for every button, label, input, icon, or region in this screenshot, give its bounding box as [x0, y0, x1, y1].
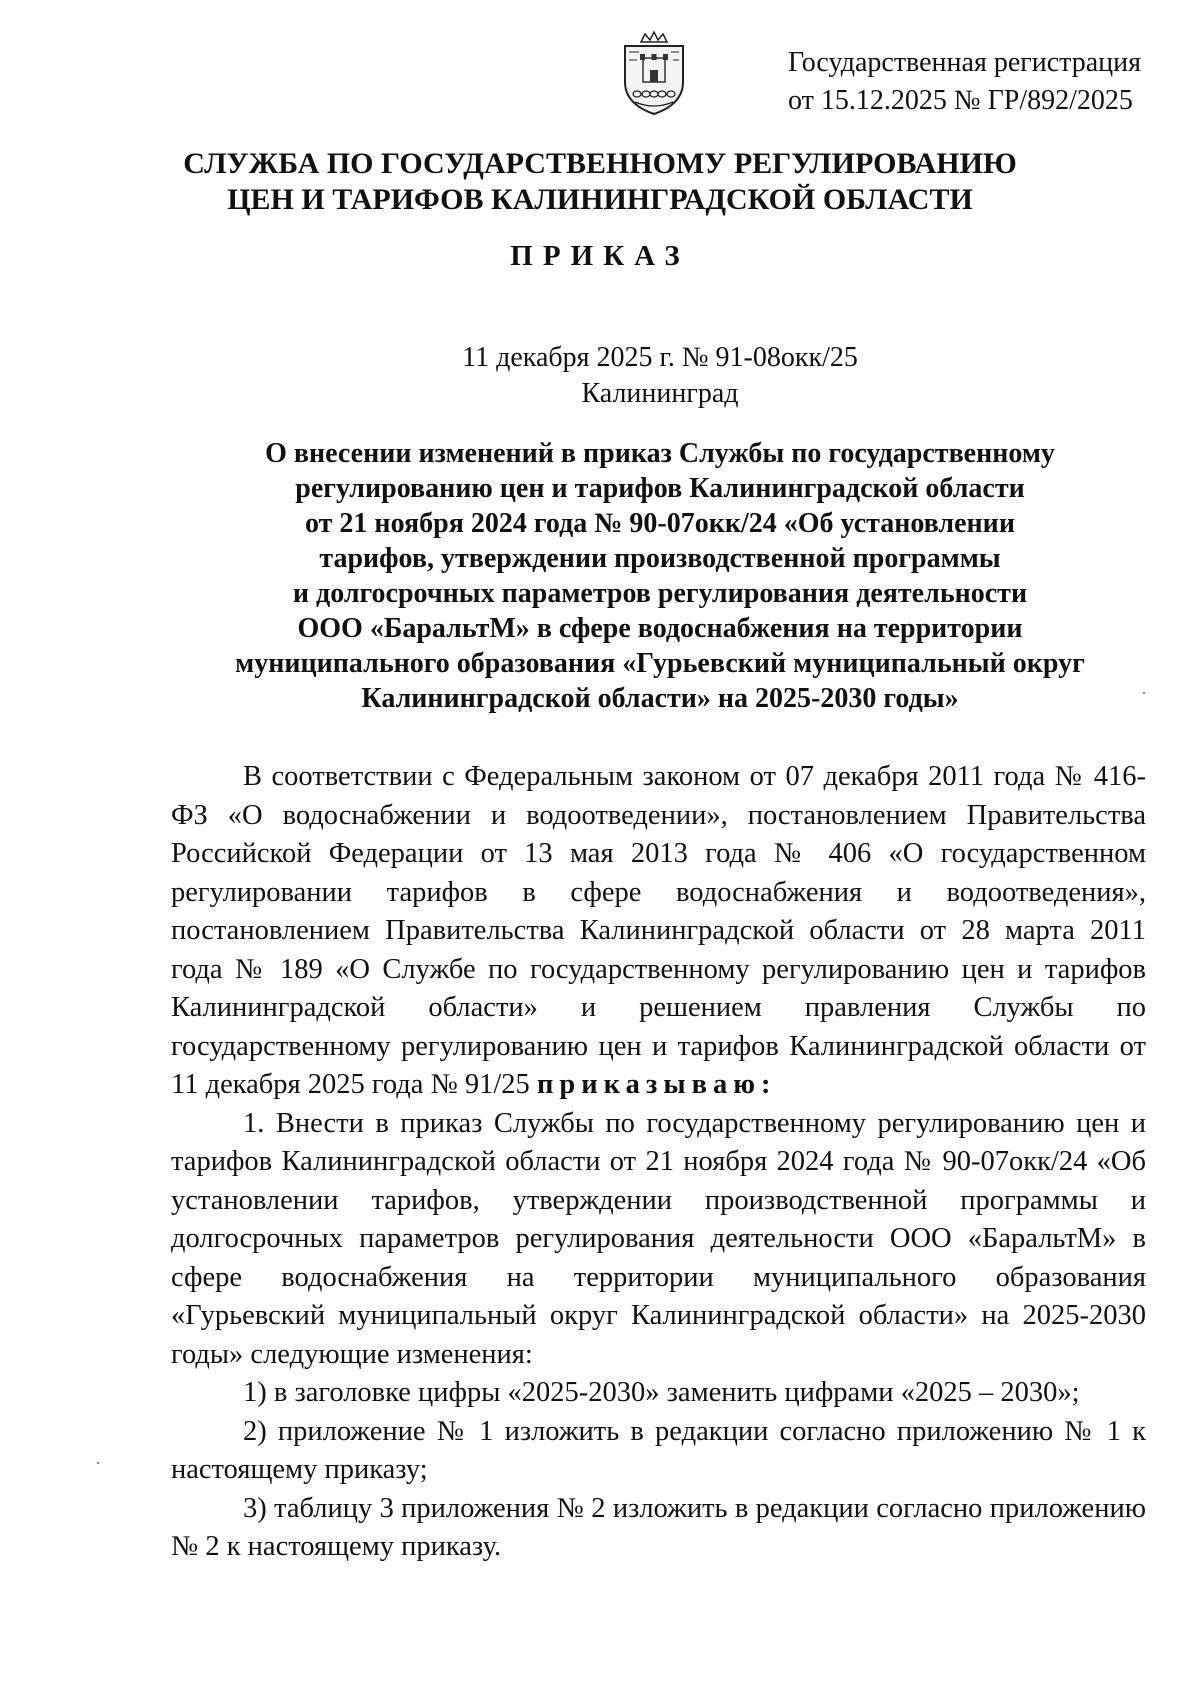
- subject-line: и долгосрочных параметров регулирования деятельности: [292, 578, 1028, 609]
- item-1-paragraph: 1. Внести в приказ Службы по государственному регулированию цен и тарифов Калининградской области от 21 ноября 2024 года № 90-07окк/24 «Об установлении тарифов, утверждении производственной программы и долгосрочных параметров регулирования деятельности ООО «БаральтМ» в сфере водоснабжения на территории муниципального образования «Гурьевский муниципальный округ Калининградской области» на 2025-2030 годы» следующие изменения:: [171, 1107, 1146, 1370]
- subject-line: Калининградской области» на 2025-2030 годы»: [361, 683, 959, 714]
- registration-title: Государственная регистрация: [788, 47, 1141, 78]
- sub-item-2: 2) приложение № 1 изложить в редакции согласно приложению № 1 к настоящему приказу;: [171, 1415, 1146, 1485]
- state-registration-note: [788, 44, 1148, 120]
- order-date-block: [100, 340, 1200, 412]
- subject-line: тарифов, утверждении производственной программы: [319, 543, 1001, 574]
- subject-line: от 21 ноября 2024 года № 90-07окк/24 «Об установлении: [305, 508, 1015, 539]
- document-type-heading: ПРИКАЗ: [510, 240, 690, 272]
- subject-line: ООО «БаральтМ» в сфере водоснабжения на территории: [297, 613, 1023, 644]
- agency-name: [100, 146, 1100, 218]
- coat-of-arms-emblem-icon: [615, 30, 693, 116]
- order-date-number: 11 декабря 2025 г. № 91-08окк/25: [462, 342, 858, 373]
- scan-speck: [97, 1462, 99, 1464]
- order-body: [171, 758, 1146, 1567]
- sub-item-3: 3) таблицу 3 приложения № 2 изложить в редакции согласно приложению № 2 к настоящему приказу.: [171, 1492, 1146, 1562]
- scan-speck: [1143, 692, 1145, 694]
- order-verb: приказываю:: [536, 1069, 777, 1100]
- subject-line: регулированию цен и тарифов Калининградской области: [295, 473, 1025, 504]
- subject-line: О внесении изменений в приказ Службы по государственному: [265, 438, 1055, 469]
- agency-name-line: ЦЕН И ТАРИФОВ КАЛИНИНГРАДСКОЙ ОБЛАСТИ: [227, 183, 973, 216]
- sub-item-1: 1) в заголовке цифры «2025-2030» заменить цифрами «2025 – 2030»;: [243, 1377, 1080, 1408]
- registration-number: от 15.12.2025 № ГР/892/2025: [788, 85, 1133, 116]
- subject-line: муниципального образования «Гурьевский муниципальный округ: [235, 648, 1085, 679]
- order-subject-title: [200, 436, 1120, 716]
- preamble-paragraph: [171, 758, 1146, 1105]
- preamble-text: В соответствии с Федеральным законом от 07 декабря 2011 года № 416-ФЗ «О водоснабжении и водоотведении», постановлением Правительства Российской Федерации от 13 мая 2013 года № 406 «О государственном регулировании тарифов в сфере водоснабжения и водоотведения», постановлением Правительства Калининградской области от 28 марта 2011 года № 189 «О Службе по государственному регулированию цен и тарифов Калининградской области» и решением правления Службы по государственному регулированию цен и тарифов Калининградской области от 11 декабря 2025 года № 91/25: [171, 761, 1146, 1100]
- agency-name-line: СЛУЖБА ПО ГОСУДАРСТВЕННОМУ РЕГУЛИРОВАНИЮ: [183, 147, 1017, 180]
- order-city: Калининград: [581, 378, 739, 409]
